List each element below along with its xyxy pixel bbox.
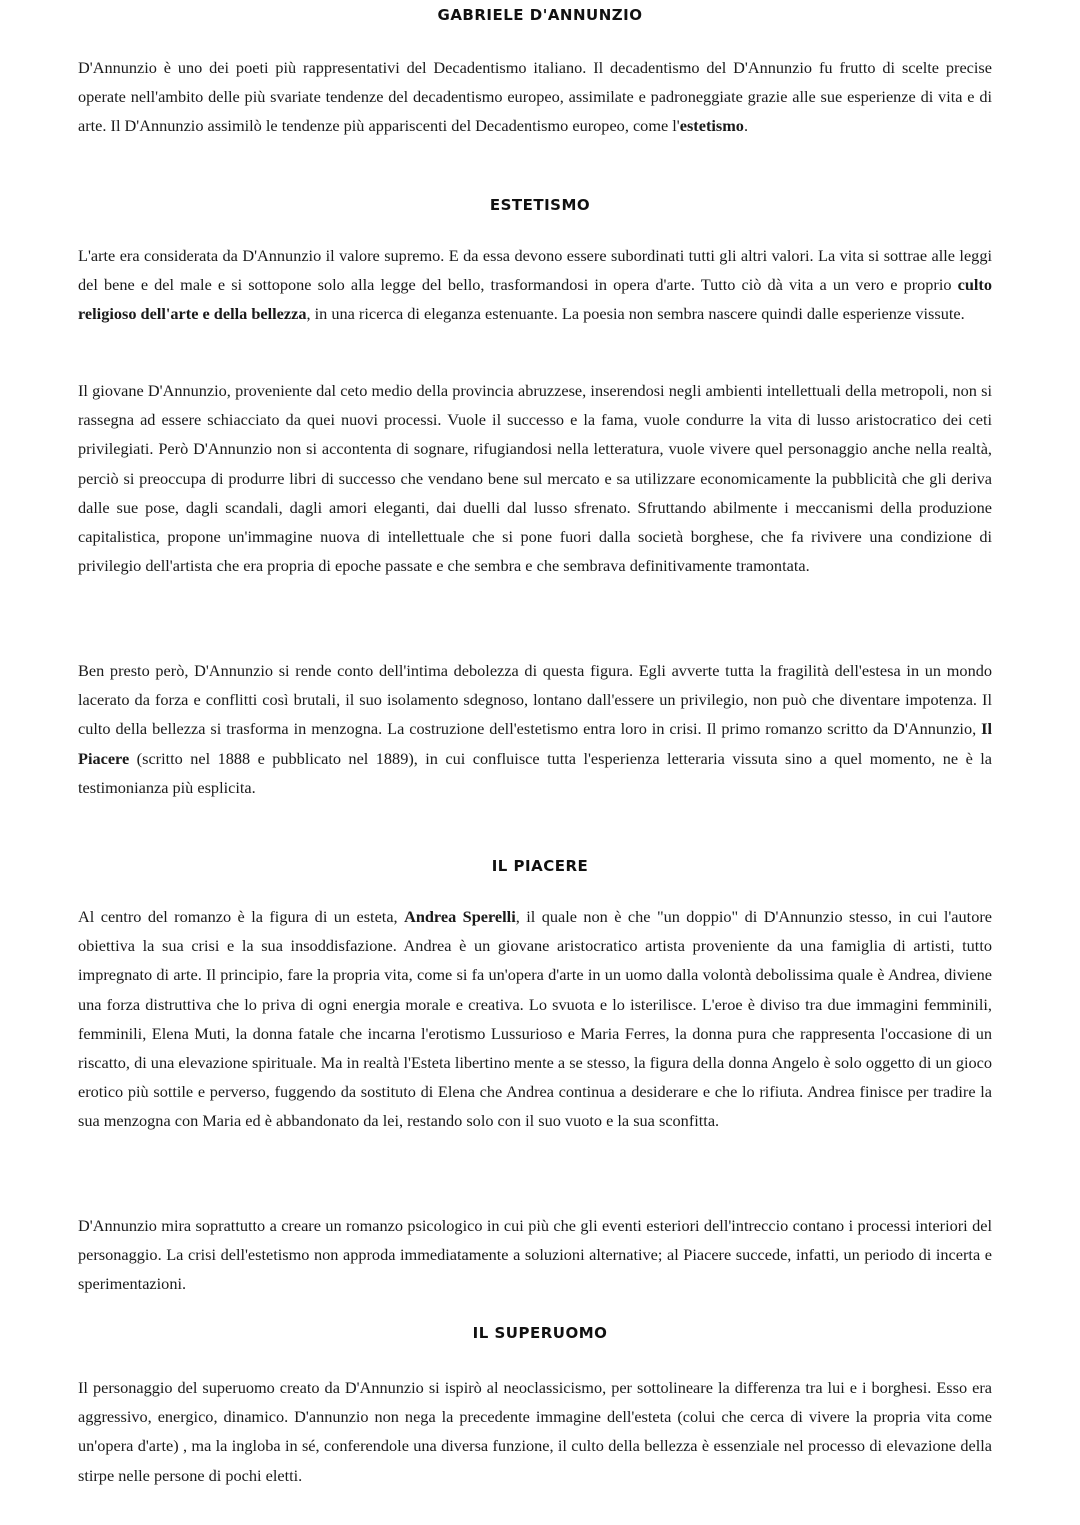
text-run: Al centro del romanzo è la figura di un esteta,	[78, 907, 405, 926]
superuomo-paragraph-1	[78, 1373, 992, 1490]
piacere-paragraph-2	[78, 1211, 992, 1299]
text-run: L'arte era considerata da D'Annunzio il valore supremo. E da essa devono essere subordinati tutti gli altri valori. La vita si sottrae alle leggi del bene e del male e si sottopone solo alla legge del bello, trasformandosi in opera d'arte. Tutto ciò dà vita a un vero e proprio	[78, 246, 992, 295]
estetismo-paragraph-2	[78, 376, 992, 580]
section-heading-il-piacere: IL PIACERE	[491, 857, 589, 875]
text-run: .	[743, 116, 749, 136]
text-run: D'Annunzio è uno dei poeti più rappresentativi del Decadentismo italiano. Il decadentismo del D'Annunzio fu frutto di scelte precise operate nell'ambito delle più svariate tendenze del decadentismo europeo, assimilate e padroneggiate grazie alle sue esperienze di vita e di arte. Il D'Annunzio assimilò le tendenze più appariscenti del Decadentismo europeo, come l'	[78, 58, 992, 136]
text-run: (scritto nel 1888 e pubblicato nel 1889), in cui confluisce tutta l'esperienza letteraria vissuta sino a quel momento, ne è la testimonianza più esplicita.	[78, 748, 992, 797]
document-title: GABRIELE D'ANNUNZIO	[437, 6, 643, 24]
bold-term: culto religioso dell'arte e della bellezza	[78, 275, 992, 324]
text-run: Il giovane D'Annunzio, proveniente dal ceto medio della provincia abruzzese, inserendosi negli ambienti intellettuali della metropoli, non si rassegna ad essere schiacciato da quei nuovi processi. Vuole il successo e la fama, vuole condurre la vita di lusso aristocratico dei ceti privilegiati. Però D'Annunzio non si accontenta di sognare, rifugiandosi nella letteratura, vuole vivere quel personaggio anche nella realtà, perciò si preoccupa di produrre libri di successo che vendano bene sul mercato e sa utilizzare economicamente la pubblicità che gli deriva dalle sue pose, dagli scandali, dagli amori eleganti, dai duelli dal lusso sfrenato. Sfruttando abilmente i meccanismi della produzione capitalistica, propone un'immagine nuova di intellettuale che si pone fuori dalla società borghese, che fa rivivere una condizione di privilegio dell'artista che era propria di epoche passate e che sembra e che sembrava definitivamente tramontata.	[78, 381, 992, 576]
text-run: Il personaggio del superuomo creato da D'Annunzio si ispirò al neoclassicismo, per sottolineare la differenza tra lui e i borghesi. Esso era aggressivo, energico, dinamico. D'annunzio non nega la precedente immagine dell'esteta (colui che cerca di vivere la propria vita come un'opera d'arte) , ma la ingloba in sé, conferendole una diversa funzione, il culto della bellezza è essenziale nel processo di elevazione della stirpe nelle persone di pochi eletti.	[78, 1378, 992, 1485]
bold-term: estetismo	[679, 116, 744, 136]
estetismo-paragraph-3	[78, 656, 992, 802]
text-run: D'Annunzio mira soprattutto a creare un romanzo psicologico in cui più che gli eventi esteriori dell'intreccio contano i processi interiori del personaggio. La crisi dell'estetismo non approda immediatamente a soluzioni alternative; al Piacere succede, infatti, un periodo di incerta e sperimentazioni.	[78, 1216, 992, 1294]
intro-paragraph	[78, 53, 992, 141]
text-run: , il quale non è che "un doppio" di D'Annunzio stesso, in cui l'autore obiettiva la sua crisi e la sua insoddisfazione. Andrea è un giovane aristocratico artista proveniente da una famiglia di artisti, tutto impregnato di arte. Il principio, fare la propria vita, come si fa un'opera d'arte in un uomo dalla volontà debolissima quale è Andrea, diviene una forza distruttiva che lo priva di ogni energia morale e creativa. Lo svuota e lo isterilisce. L'eroe è diviso tra due immagini femminili, femminili, Elena Muti, la donna fatale che incarna l'erotismo Lussurioso e Maria Ferres, la donna pura che rappresenta l'occasione di un riscatto, di una elevazione spirituale. Ma in realtà l'Esteta libertino mente a se stesso, la figura della donna Angelo è solo oggetto di un gioco erotico più sottile e perverso, fuggendo da sostituto di Elena che Andrea continua a desiderare e che lo rifiuta. Andrea finisce per tradire la sua menzogna con Maria ed è abbandonato da lei, restando solo con il suo vuoto e la sua sconfitta.	[78, 907, 992, 1131]
estetismo-paragraph-1	[78, 241, 992, 329]
section-heading-il-superuomo: IL SUPERUOMO	[472, 1324, 608, 1342]
section-heading-estetismo: ESTETISMO	[489, 196, 591, 214]
bold-term: Andrea Sperelli	[404, 907, 516, 926]
bold-term: Il Piacere	[78, 719, 992, 768]
piacere-paragraph-1	[78, 902, 992, 1136]
text-run: Ben presto però, D'Annunzio si rende conto dell'intima debolezza di questa figura. Egli avverte tutta la fragilità dell'estesa in un mondo lacerato da forza e conflitti così brutali, il suo isolamento sdegnoso, lontano dall'essere un privilegio, non può che diventare impotenza. Il culto della bellezza si trasforma in menzogna. La costruzione dell'estetismo entra loro in crisi. Il primo romanzo scritto da D'Annunzio,	[78, 661, 992, 739]
text-run: , in una ricerca di eleganza estenuante. La poesia non sembra nascere quindi dalle esperienze vissute.	[306, 304, 965, 324]
